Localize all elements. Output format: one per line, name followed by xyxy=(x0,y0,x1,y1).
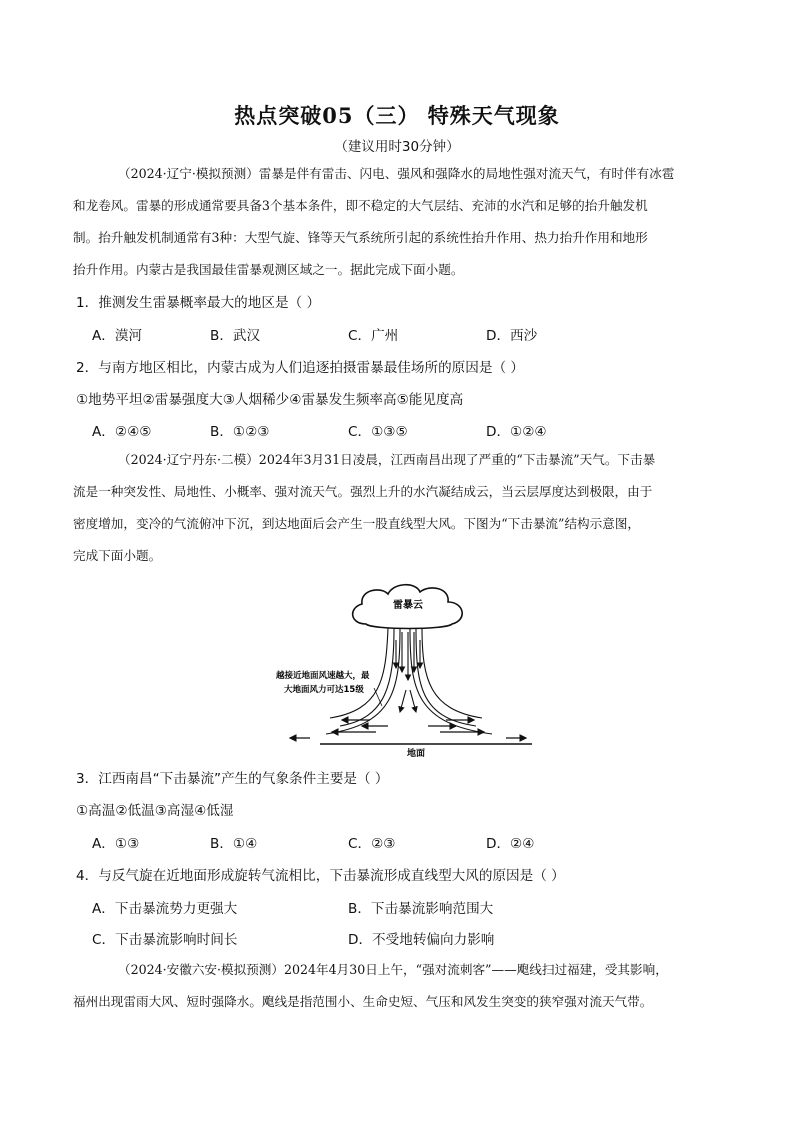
question-4-option-d[interactable]: D．不受地转偏向力影响 xyxy=(348,932,495,948)
question-1-option-c[interactable]: C．广州 xyxy=(348,328,399,344)
question-1-stem: 1．推测发生雷暴概率最大的地区是（ ） xyxy=(76,295,321,311)
question-4-stem: 4．与反气旋在近地面形成旋转气流相比，下击暴流形成直线型大风的原因是（ ） xyxy=(76,868,565,884)
wind-annotation-line-2: 大地面风力可达15级 xyxy=(284,685,364,695)
passage-1-line: （2024·辽宁·模拟预测）雷暴是伴有雷击、闪电、强风和强降水的局地性强对流天气，有时伴有冰雹 xyxy=(118,166,675,181)
downburst-diagram xyxy=(270,580,550,760)
question-3-option-b[interactable]: B．①④ xyxy=(210,836,258,852)
passage-3-line: （2024·安徽六安·模拟预测）2024年4月30日上午，“强对流刺客”——飑线扫过福建，受其影响， xyxy=(118,962,668,977)
annotation-leader-line xyxy=(374,688,382,706)
passage-1-line: 和龙卷风。雷暴的形成通常要具备3个基本条件，即不稳定的大气层结、充沛的水汽和足够的抬升触发机 xyxy=(73,198,648,213)
question-3-option-a[interactable]: A．①③ xyxy=(92,836,140,852)
page-title: 热点突破05（三） 特殊天气现象 xyxy=(234,103,560,128)
passage-2-line: 密度增加，变冷的气流俯冲下沉，到达地面后会产生一股直线型大风。下图为“下击暴流”结构示意图， xyxy=(73,516,641,531)
question-3-option-d[interactable]: D．②④ xyxy=(486,836,535,852)
wind-annotation-line-1: 越接近地面风速越大，最 xyxy=(276,671,370,681)
passage-2-line: 完成下面小题。 xyxy=(73,548,162,563)
question-1-option-b[interactable]: B．武汉 xyxy=(210,328,261,344)
outflow-arrows xyxy=(290,720,526,738)
question-3-choices: ①高温②低温③高湿④低湿 xyxy=(76,803,234,819)
passage-2-line: （2024·辽宁丹东·二模）2024年3月31日凌晨，江西南昌出现了严重的“下击暴流”天气。下击暴 xyxy=(118,452,656,467)
question-2-option-c[interactable]: C．①③⑤ xyxy=(348,424,408,440)
question-3-option-c[interactable]: C．②③ xyxy=(348,836,396,852)
cloud-label: 雷暴云 xyxy=(393,600,423,611)
passage-1-line: 制。抬升触发机制通常有3种：大型气旋、锋等天气系统所引起的系统性抬升作用、热力抬升作用和地形 xyxy=(73,230,648,245)
passage-3-line: 福州出现雷雨大风、短时强降水。飑线是指范围小、生命史短、气压和风发生突变的狭窄强对流天气带。 xyxy=(73,994,653,1009)
downdraft-flow-lines xyxy=(326,628,492,734)
question-1-option-a[interactable]: A．漠河 xyxy=(92,328,143,344)
question-2-option-a[interactable]: A．②④⑤ xyxy=(92,424,152,440)
question-2-stem: 2．与南方地区相比，内蒙古成为人们追逐拍摄雷暴最佳场所的原因是（ ） xyxy=(76,360,524,376)
page-subtitle: （建议用时30分钟） xyxy=(334,139,460,155)
ground-label: 地面 xyxy=(406,749,426,759)
question-2-option-d[interactable]: D．①②④ xyxy=(486,424,547,440)
passage-2-line: 流是一种突发性、局地性、小概率、强对流天气。强烈上升的水汽凝结成云，当云层厚度达到极限，由于 xyxy=(73,484,653,499)
question-3-stem: 3．江西南昌“下击暴流”产生的气象条件主要是（ ） xyxy=(76,771,389,787)
question-1-option-d[interactable]: D．西沙 xyxy=(486,328,538,344)
question-2-option-b[interactable]: B．①②③ xyxy=(210,424,270,440)
question-4-option-c[interactable]: C．下击暴流影响时间长 xyxy=(92,932,238,948)
question-2-choices: ①地势平坦②雷暴强度大③人烟稀少④雷暴发生频率高⑤能见度高 xyxy=(76,392,464,408)
question-4-option-b[interactable]: B．下击暴流影响范围大 xyxy=(348,901,494,917)
passage-1-line: 抬升作用。内蒙古是我国最佳雷暴观测区域之一。据此完成下面小题。 xyxy=(73,262,464,277)
question-4-option-a[interactable]: A．下击暴流势力更强大 xyxy=(92,901,238,917)
